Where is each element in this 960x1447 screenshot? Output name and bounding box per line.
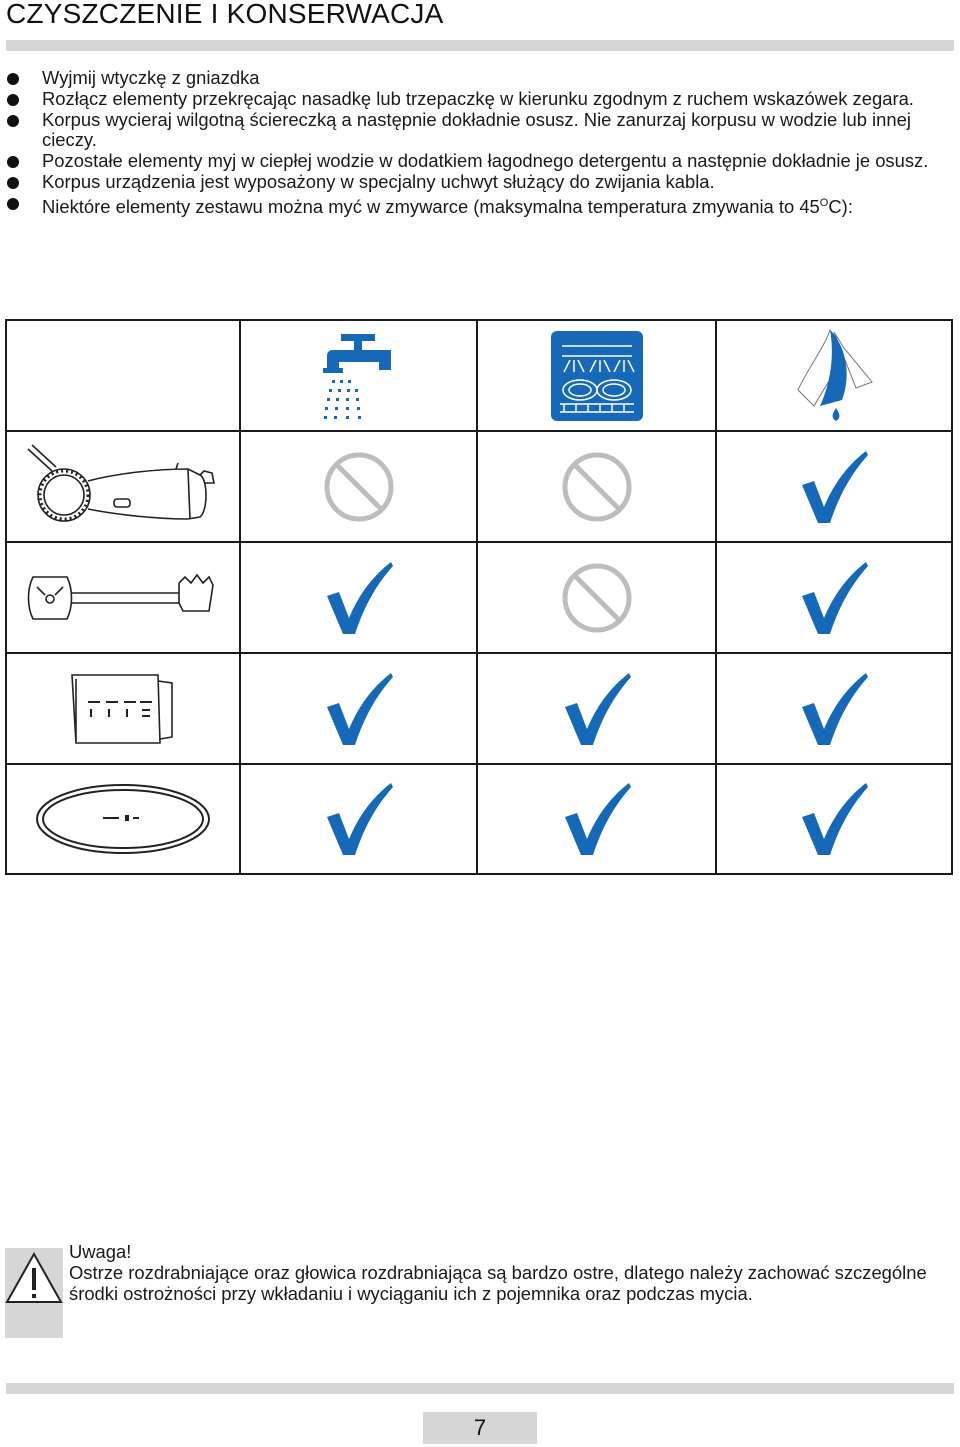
status-cell <box>241 432 476 541</box>
instruction-item: Wyjmij wtyczkę z gniazdka <box>0 68 960 89</box>
item-blender-shaft <box>7 543 239 652</box>
bullet-icon <box>7 73 19 85</box>
bullet-icon <box>7 156 19 168</box>
wipe-cloth-icon <box>794 328 874 424</box>
instruction-item: Pozostałe elementy myj w ciepłej wodzie w dodatkiem łagodnego detergentu a następnie dokładnie je osusz. <box>0 151 960 172</box>
warning-box <box>5 1248 63 1338</box>
blender-shaft-icon <box>23 563 223 633</box>
instruction-list <box>0 68 960 218</box>
degree-symbol: O <box>819 196 829 209</box>
status-cell <box>478 765 715 873</box>
status-cell <box>717 543 951 652</box>
motor-body-icon <box>18 439 228 535</box>
status-cell <box>241 543 476 652</box>
cleaning-table <box>5 319 953 875</box>
instruction-item: Rozłącz elementy przekręcając nasadkę lub trzepaczkę w kierunku zgodnym z ruchem wskazówek zegara. <box>0 89 960 110</box>
bullet-icon <box>7 94 19 106</box>
checkmark-icon <box>800 449 868 525</box>
status-cell <box>241 654 476 763</box>
checkmark-icon <box>800 560 868 636</box>
status-cell <box>478 543 715 652</box>
checkmark-icon <box>800 671 868 747</box>
status-cell <box>717 654 951 763</box>
page-title: CZYSZCZENIE I KONSERWACJA <box>6 0 444 29</box>
header-cell-tap <box>241 321 476 430</box>
item-lid-disc <box>7 765 239 873</box>
checkmark-icon <box>563 671 631 747</box>
footer-rule <box>6 1383 954 1394</box>
status-cell <box>478 432 715 541</box>
bullet-icon <box>7 177 19 189</box>
page-number: 7 <box>423 1412 537 1444</box>
dishwasher-icon <box>550 330 644 422</box>
status-cell <box>717 765 951 873</box>
status-cell <box>717 432 951 541</box>
warning-heading: Uwaga! <box>69 1241 132 1262</box>
warning-triangle-icon <box>5 1248 63 1338</box>
item-measuring-cup <box>7 654 239 763</box>
status-cell <box>478 654 715 763</box>
checkmark-icon <box>800 781 868 857</box>
prohibited-icon <box>323 451 395 523</box>
measuring-cup-icon <box>68 669 178 749</box>
header-rule <box>6 40 954 51</box>
warning-text <box>69 1242 949 1304</box>
item-motor-body <box>7 432 239 541</box>
prohibited-icon <box>561 562 633 634</box>
header-cell-dishwasher <box>478 321 715 430</box>
lid-disc-icon <box>33 779 213 859</box>
header-cell-wipe <box>717 321 951 430</box>
checkmark-icon <box>563 781 631 857</box>
instruction-item: Niektóre elementy zestawu można myć w zmywarce (maksymalna temperatura zmywania to $45^OC$): <box>0 193 960 218</box>
tap-water-icon <box>319 328 399 424</box>
bullet-icon <box>7 198 19 210</box>
warning-body: Ostrze rozdrabniające oraz głowica rozdrabniająca są bardzo ostre, dlatego należy zachować szczególne środki ostrożności przy wkładaniu i wyciąganiu ich z pojemnika oraz podczas mycia. <box>69 1261 927 1304</box>
status-cell <box>241 765 476 873</box>
instruction-item: Korpus urządzenia jest wyposażony w specjalny uchwyt służący do zwijania kabla. <box>0 172 960 193</box>
bullet-icon <box>7 115 19 127</box>
checkmark-icon <box>325 781 393 857</box>
prohibited-icon <box>561 451 633 523</box>
instruction-item: Korpus wycieraj wilgotną ściereczką a następnie dokładnie osusz. Nie zanurzaj korpusu w wodzie lub innej cieczy. <box>0 110 960 152</box>
checkmark-icon <box>325 560 393 636</box>
checkmark-icon <box>325 671 393 747</box>
